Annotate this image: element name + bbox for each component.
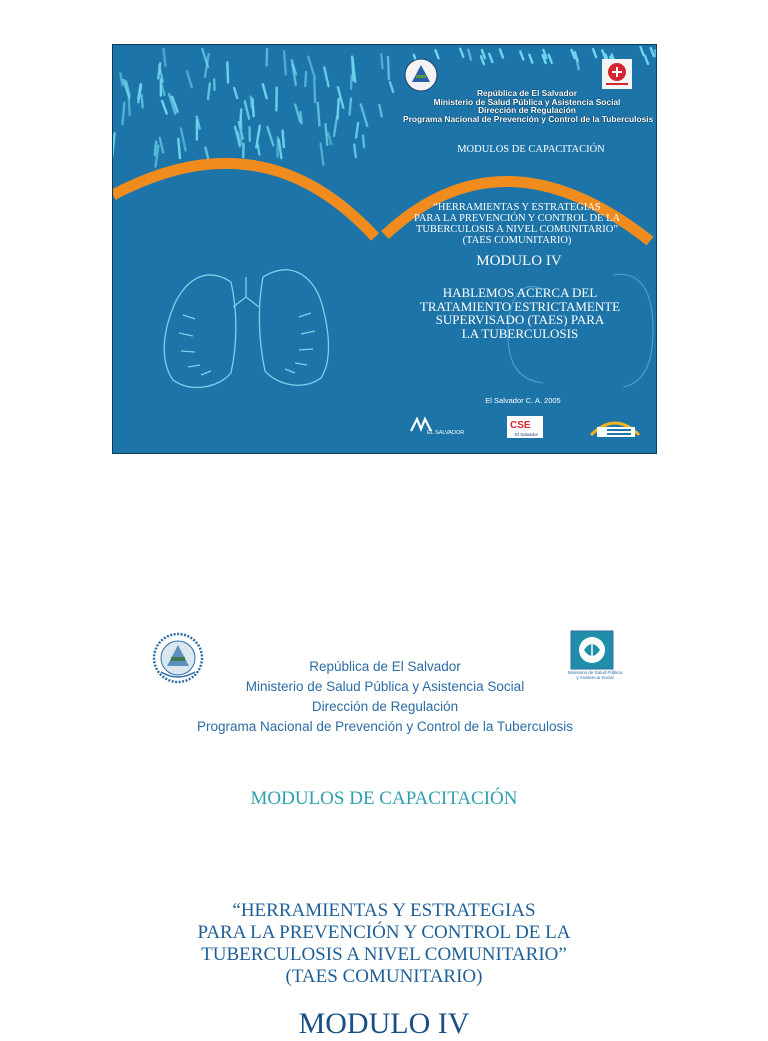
title-page — [0, 600, 768, 1024]
pattern-stroke — [251, 96, 252, 107]
pattern-stroke — [388, 57, 389, 79]
pattern-stroke — [655, 50, 656, 60]
title-herramientas-line: “HERRAMIENTAS Y ESTRATEGIAS — [134, 900, 634, 922]
pattern-stroke — [268, 127, 274, 145]
cover-institution-line: Dirección de Regulación — [403, 106, 651, 115]
pattern-stroke — [363, 136, 364, 147]
cover-subtitle-line: SUPERVISADO (TAES) PARA — [391, 313, 649, 327]
pattern-stroke — [500, 50, 503, 58]
title-institution-line: Ministerio de Salud Pública y Asistencia Social — [130, 677, 640, 697]
cover-herramientas-line: (TAES COMUNITARIO) — [397, 235, 637, 246]
cover-modulo-number: MODULO IV — [409, 253, 629, 270]
pattern-stroke — [160, 138, 163, 153]
pattern-stroke — [351, 75, 352, 88]
pattern-stroke — [120, 74, 122, 86]
pattern-stroke — [520, 51, 523, 59]
cover-subtitle-line: TRATAMIENTO ESTRICTAMENTE — [391, 300, 649, 314]
pattern-stroke — [549, 55, 552, 63]
coat-of-arms-icon — [404, 58, 438, 92]
partner-logo-2-text: El Salvador — [515, 432, 539, 437]
pattern-stroke — [379, 105, 382, 116]
pattern-stroke — [489, 54, 492, 62]
cover-institution-line: República de El Salvador — [403, 89, 651, 98]
cover-herramientas-title — [397, 202, 637, 246]
pattern-stroke — [334, 117, 337, 136]
pattern-stroke — [352, 57, 353, 81]
pattern-stroke — [245, 101, 249, 119]
pattern-stroke — [468, 50, 471, 60]
pattern-stroke — [593, 49, 596, 57]
pattern-stroke — [324, 67, 328, 86]
pattern-stroke — [187, 71, 192, 87]
pattern-stroke — [178, 139, 180, 158]
pattern-stroke — [122, 103, 124, 125]
pattern-stroke — [283, 131, 284, 147]
pattern-stroke — [390, 82, 393, 92]
cover-subtitle — [391, 286, 649, 340]
cover-herramientas-line: TUBERCULOSIS A NIVEL COMUNITARIO” — [397, 224, 637, 235]
pattern-stroke — [460, 49, 463, 57]
title-institution-line: República de El Salvador — [130, 657, 640, 677]
pattern-stroke — [267, 49, 268, 65]
pattern-stroke — [164, 49, 166, 66]
pattern-stroke — [162, 101, 167, 114]
cover-institution-block — [403, 89, 651, 123]
cover-arc-left — [113, 163, 375, 237]
pattern-stroke — [284, 51, 286, 74]
pattern-stroke — [328, 133, 331, 144]
cover-herramientas-line: PARA LA PREVENCIÓN Y CONTROL DE LA — [397, 213, 637, 224]
partner-logo-1 — [407, 415, 467, 437]
pattern-stroke — [279, 140, 282, 158]
cover-institution-line: Ministerio de Salud Pública y Asistencia Social — [403, 98, 651, 107]
cover-institution-line: Programa Nacional de Prevención y Control de la Tuberculosis — [403, 115, 651, 124]
title-institution-line: Programa Nacional de Prevención y Control de la Tuberculosis — [130, 717, 640, 737]
pattern-stroke — [326, 124, 328, 145]
ministry-logo-caption-line: y Asistencia Social — [557, 675, 633, 680]
pattern-stroke — [645, 56, 648, 64]
pattern-stroke — [305, 72, 306, 86]
title-institution-block — [130, 657, 640, 737]
pattern-stroke — [142, 95, 143, 107]
title-herramientas-line: PARA LA PREVENCIÓN Y CONTROL DE LA — [134, 922, 634, 944]
pattern-stroke — [381, 54, 382, 68]
pattern-stroke — [181, 128, 186, 150]
pattern-stroke — [314, 79, 315, 102]
pattern-stroke — [113, 133, 115, 157]
title-institution-line: Dirección de Regulación — [130, 697, 640, 717]
title-modulo-number: MODULO IV — [0, 1007, 768, 1041]
ministry-logo-icon — [602, 59, 632, 89]
pattern-stroke — [575, 53, 578, 61]
cover-subtitle-line: LA TUBERCULOSIS — [391, 327, 649, 341]
pattern-stroke — [155, 142, 157, 155]
pattern-stroke — [350, 99, 352, 115]
title-herramientas-line: TUBERCULOSIS A NIVEL COMUNITARIO” — [134, 944, 634, 966]
pattern-stroke — [300, 112, 301, 123]
pattern-stroke — [338, 99, 339, 119]
pattern-stroke — [321, 144, 324, 165]
pattern-stroke — [308, 57, 315, 78]
pattern-stroke — [263, 84, 267, 98]
cover-herramientas-line: “HERRAMIENTAS Y ESTRATEGIAS — [397, 202, 637, 213]
cover-modulos-heading: MODULOS DE CAPACITACIÓN — [413, 144, 649, 155]
pattern-stroke — [240, 109, 241, 125]
pattern-stroke — [258, 145, 260, 155]
pattern-stroke — [641, 47, 644, 55]
pattern-stroke — [227, 62, 228, 82]
pattern-stroke — [318, 103, 320, 126]
ministry-logo-caption-line: Ministerio de Salud Pública — [557, 670, 633, 675]
lungs-illustration — [164, 270, 328, 388]
pattern-stroke — [129, 99, 130, 115]
partner-logo-3 — [587, 413, 643, 439]
title-herramientas-block — [134, 900, 634, 988]
partner-logo-1-text: EL SALVADOR — [427, 430, 464, 436]
pattern-stroke — [208, 83, 210, 99]
pattern-stroke — [361, 104, 368, 126]
pattern-stroke — [529, 55, 532, 63]
partner-logo-2 — [507, 416, 543, 438]
pattern-stroke — [651, 48, 654, 56]
title-modulos-heading: MODULOS DE CAPACITACIÓN — [0, 788, 768, 810]
pattern-stroke — [356, 123, 358, 138]
cover-subtitle-line: HABLEMOS ACERCA DEL — [391, 286, 649, 300]
title-herramientas-line: (TAES COMUNITARIO) — [134, 966, 634, 988]
cover-page — [112, 44, 657, 454]
pattern-stroke — [234, 88, 237, 98]
pattern-stroke — [354, 145, 356, 158]
svg-text:CSE: CSE — [510, 420, 531, 431]
cover-place-year: El Salvador C. A. 2005 — [453, 396, 593, 405]
